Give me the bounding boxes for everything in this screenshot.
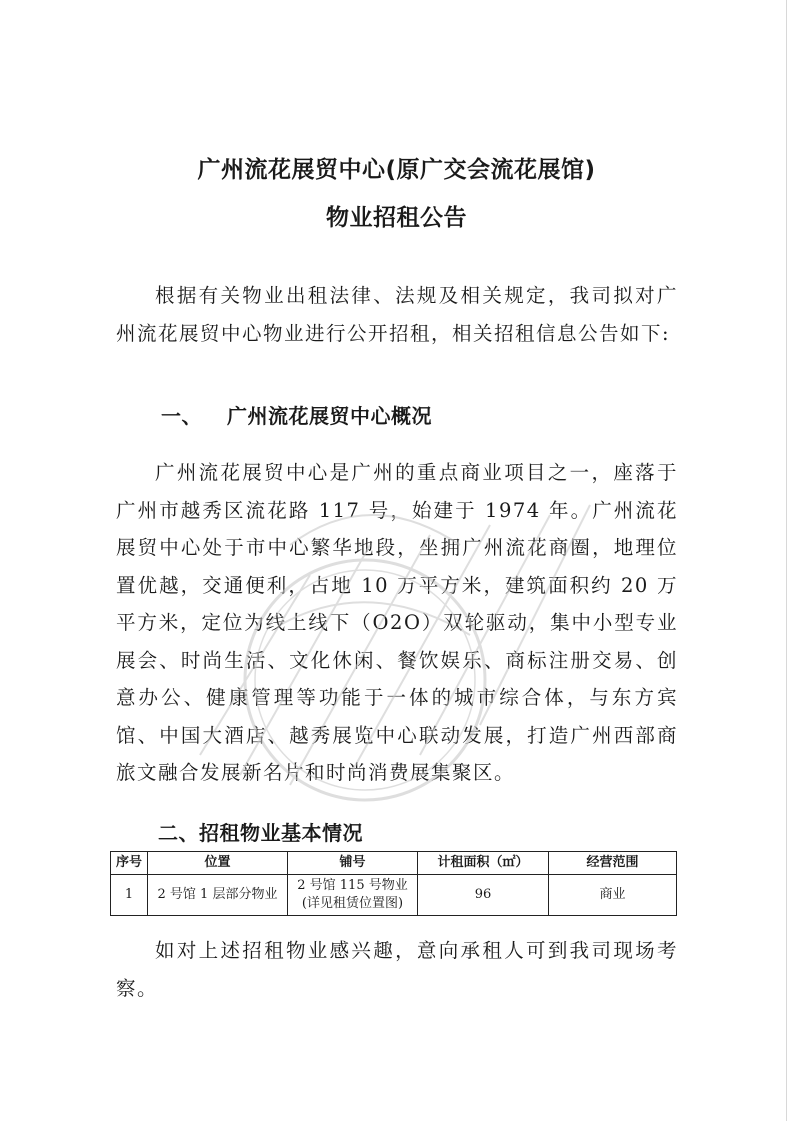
cell-no: 1: [111, 875, 148, 916]
col-header-location: 位置: [148, 852, 288, 875]
closing-paragraph: 如对上述招租物业感兴趣，意向承租人可到我司现场考察。: [116, 939, 678, 1000]
cell-shop: [288, 875, 418, 916]
document-title-line1: 广州流花展贸中心(原广交会流花展馆): [197, 157, 596, 183]
cell-location: 2 号馆 1 层部分物业: [148, 875, 288, 916]
col-header-shop: 铺号: [288, 852, 418, 875]
cell-shop-line2: (详见租赁位置图): [301, 896, 404, 911]
document-title-line2: 物业招租公告: [326, 205, 467, 231]
col-header-no: 序号: [111, 852, 148, 875]
cell-area: 96: [418, 875, 549, 916]
section1-heading: [161, 400, 432, 429]
cell-scope: 商业: [549, 875, 677, 916]
section2-heading: 二、招租物业基本情况: [158, 821, 363, 845]
property-table: [110, 851, 677, 916]
col-header-scope: 经营范围: [549, 852, 677, 875]
table-row: [111, 875, 677, 916]
table-header-row: [111, 852, 677, 875]
intro-paragraph: 根据有关物业出租法律、法规及相关规定，我司拟对广州流花展贸中心物业进行公开招租，相关招租信息公告如下:: [116, 284, 678, 345]
section1-number: 一、: [161, 404, 202, 428]
cell-shop-line1: 2 号馆 115 号物业: [297, 878, 408, 893]
section1-title: 广州流花展贸中心概况: [227, 404, 432, 428]
col-header-area: 计租面积（㎡）: [418, 852, 549, 875]
section1-paragraph: 广州流花展贸中心是广州的重点商业项目之一，座落于广州市越秀区流花路 117 号，始建于 1974 年。广州流花展贸中心处于市中心繁华地段，坐拥广州流花商圈，地理位置优越，交通便利，占地 10 万平方米，建筑面积约 20 万平方米，定位为线上线下（O2O）双轮驱动，集中小型专业展会、时尚生活、文化休闲、餐饮娱乐、商标注册交易、创意办公、健康管理等功能于一体的城市综合体，与东方宾馆、中国大酒店、越秀展览中心联动发展，打造广州西部商旅文融合发展新名片和时尚消费展集聚区。: [116, 461, 678, 784]
